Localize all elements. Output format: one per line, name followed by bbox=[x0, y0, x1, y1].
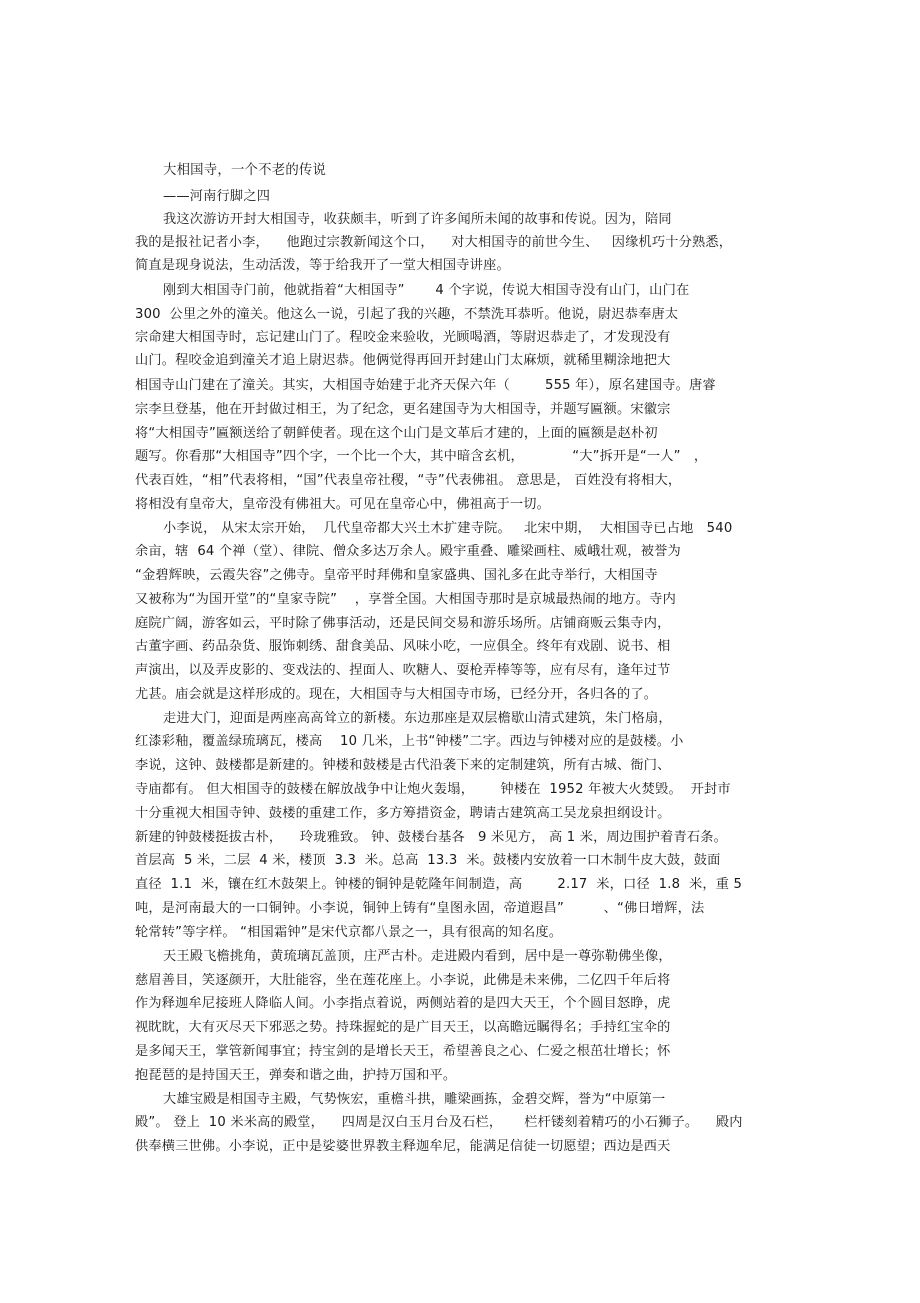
text-line: 山门。程咬金追到潼关才追上尉迟恭。他俩觉得再回开封建山门太麻烦，就稀里糊涂地把大 bbox=[135, 353, 671, 368]
text-line: 声演出，以及弄皮影的、变戏法的、捏面人、吹糖人、耍枪弄棒等等，应有尽有，逢年过节 bbox=[135, 663, 671, 678]
text-line: 新建的钟鼓楼挺拔古朴， 玲珑雅致。 钟、鼓楼台基各 9 米见方， 高 1 米，周边围护着青石条。 bbox=[135, 830, 727, 845]
text-line: “金碧辉映，云霞失容”之佛寺。皇帝平时拜佛和皇家盛典、国礼多在此寺举行，大相国寺 bbox=[135, 568, 658, 583]
text-line: 又被称为“为国开堂”的“皇家寺院” ，享誉全国。大相国寺那时是京城最热闹的地方。寺内 bbox=[135, 592, 677, 607]
text-line: 尤甚。庙会就是这样形成的。现在，大相国寺与大相国寺市场，已经分开，各归各的了。 bbox=[135, 687, 658, 702]
text-line: 我的是报社记者小李， 他跑过宗教新闻这个口， 对大相国寺的前世今生、 因缘机巧十分熟悉， bbox=[135, 235, 733, 250]
document-title: 大相国寺，一个不老的传说 bbox=[163, 163, 327, 178]
text-line: 抱琵琶的是持国天王，弹奏和谐之曲，护持万国和平。 bbox=[135, 1068, 457, 1083]
text-line: 代表百姓，“相”代表将相，“国”代表皇帝社稷，“寺”代表佛祖。 意思是， 百姓没有将相大， bbox=[135, 473, 682, 488]
text-line: 天王殿飞檐挑角，黄琉璃瓦盖顶，庄严古朴。走进殿内看到，居中是一尊弥勒佛坐像， bbox=[163, 949, 672, 964]
text-line: 供奉横三世佛。小李说，正中是娑婆世界教主释迦牟尼，能满足信徒一切愿望；西边是西天 bbox=[135, 1139, 671, 1154]
text-line: 300 公里之外的潼关。他这么一说，引起了我的兴趣，不禁洗耳恭听。他说，尉迟恭奉唐太 bbox=[135, 307, 679, 322]
text-line: 作为释迦牟尼接班人降临人间。小李指点着说，两侧站着的是四大天王，个个圆目怒睁，虎 bbox=[135, 996, 671, 1011]
text-line: 走进大门，迎面是两座高高耸立的新楼。东边那座是双层檐歇山清式建筑，朱门格扇， bbox=[163, 711, 672, 726]
text-line: 是多闻天王，掌管新闻事宜；持宝剑的是增长天王，希望善良之心、仁爱之根茁壮增长；怀 bbox=[135, 1044, 671, 1059]
text-line: 宗命建大相国寺时，忘记建山门了。程咬金来验收，光顾喝酒，等尉迟恭走了，才发现没有 bbox=[135, 330, 671, 345]
text-line: 古董字画、药品杂货、服饰刺绣、甜食美品、风味小吃，一应俱全。终年有戏剧、说书、相 bbox=[135, 639, 671, 654]
text-line: 慈眉善目，笑逐颜开，大肚能容，坐在莲花座上。小李说，此佛是未来佛，二亿四千年后将 bbox=[135, 973, 671, 988]
text-line: 题写。你看那“大相国寺”四个字，一个比一个大，其中暗含玄机， “大”拆开是“一人” ， bbox=[135, 449, 708, 464]
text-line: 相国寺山门建在了潼关。其实，大相国寺始建于北齐天保六年（ 555 年），原名建国寺。唐睿 bbox=[135, 378, 716, 393]
text-line: 红漆彩釉，覆盖绿琉璃瓦，楼高 10 几米，上书“钟楼”二字。西边与钟楼对应的是鼓楼。小 bbox=[135, 734, 684, 749]
text-line: 寺庙都有。 但大相国寺的鼓楼在解放战争中让炮火轰塌， 钟楼在 1952 年被大火焚毁。 开封市 bbox=[135, 782, 731, 797]
text-line: 将“大相国寺”匾额送给了朝鲜使者。现在这个山门是文革后才建的，上面的匾额是赵朴初 bbox=[135, 426, 658, 441]
text-line: 庭院广阔，游客如云，平时除了佛事活动，还是民间交易和游乐场所。店铺商贩云集寺内， bbox=[135, 616, 671, 631]
text-line: 视眈眈，大有灭尽天下邪恶之势。持珠握蛇的是广目天王，以高瞻远瞩得名；手持红宝伞的 bbox=[135, 1020, 671, 1035]
document-subtitle: ——河南行脚之四 bbox=[163, 189, 271, 204]
text-line: 宗李旦登基，他在开封做过相王，为了纪念，更名建国寺为大相国寺，并题写匾额。宋徽宗 bbox=[135, 402, 671, 417]
text-line: 我这次游访开封大相国寺，收获颇丰，听到了许多闻所未闻的故事和传说。因为，陪同 bbox=[163, 212, 672, 227]
text-line: 余亩，辖 64 个禅（堂）、律院、僧众多达万余人。殿宇重叠、雕梁画柱、威峨壮观，被誉为 bbox=[135, 544, 681, 559]
text-line: 小李说， 从宋太宗开始， 几代皇帝都大兴土木扩建寺院。 北宋中期， 大相国寺已占地 540 bbox=[163, 521, 733, 536]
text-line: 轮常转”等字样。 “相国霜钟”是宋代京都八景之一，具有很高的知名度。 bbox=[135, 925, 563, 940]
text-line: 刚到大相国寺门前，他就指着“大相国寺” 4 个字说，传说大相国寺没有山门，山门在 bbox=[163, 283, 690, 298]
text-line: 十分重视大相国寺钟、鼓楼的重建工作，多方筹措资金，聘请古建筑高工吴龙泉担纲设计。 bbox=[135, 806, 671, 821]
text-line: 首层高 5 米，二层 4 米，楼顶 3.3 米。总高 13.3 米。鼓楼内安放着一口木制牛皮大鼓，鼓面 bbox=[135, 853, 721, 868]
text-line: 李说，这钟、鼓楼都是新建的。钟楼和鼓楼是古代沿袭下来的定制建筑，所有古城、衙门、 bbox=[135, 758, 671, 773]
text-line: 殿”。 登上 10 米米高的殿堂， 四周是汉白玉月台及石栏， 栏杆镂刻着精巧的小石狮子。 殿内 bbox=[135, 1115, 743, 1130]
text-line: 简直是现身说法，生动活泼，等于给我开了一堂大相国寺讲座。 bbox=[135, 258, 510, 273]
text-line: 大雄宝殿是相国寺主殿，气势恢宏，重檐斗拱，雕梁画拣，金碧交辉，誉为“中原第一 bbox=[163, 1092, 666, 1107]
text-line: 将相没有皇帝大，皇帝没有佛祖大。可见在皇帝心中，佛祖高于一切。 bbox=[135, 497, 551, 512]
text-line: 直径 1.1 米，镶在红木鼓架上。钟楼的铜钟是乾隆年间制造，高 2.17 米，口径 1.8 米，重 5 bbox=[135, 877, 743, 892]
text-line: 吨，是河南最大的一口铜钟。小李说，铜钟上铸有“皇图永固，帝道遐昌” 、“佛日增辉，法 bbox=[135, 901, 705, 916]
